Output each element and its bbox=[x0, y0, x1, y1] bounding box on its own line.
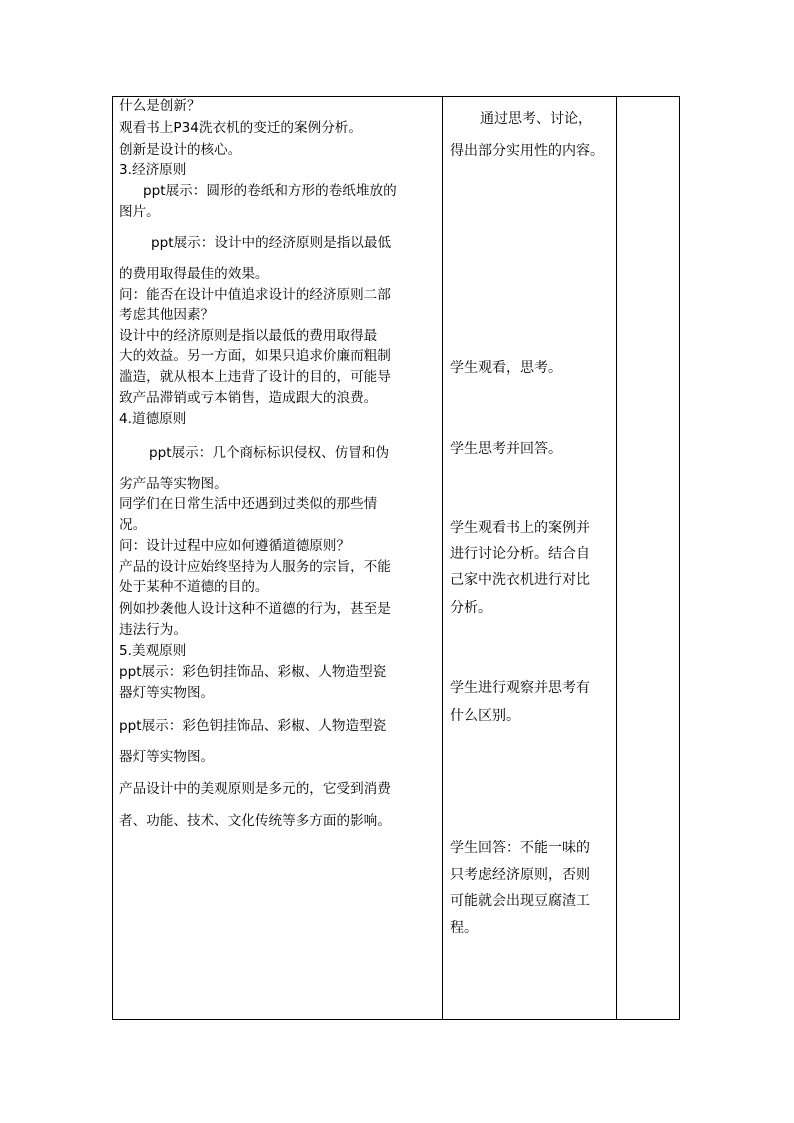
content-line: ppt展示：彩色钥挂饰品、彩椒、人物造型瓷 bbox=[119, 718, 387, 734]
content-line: 劣产品等实物图。 bbox=[119, 476, 228, 492]
content-line: 问：能否在设计中值追求设计的经济原则二部 bbox=[119, 287, 391, 303]
content-line: 问：设计过程中应如何遵循道德原则？ bbox=[119, 538, 351, 554]
content-line: ppt展示：几个商标标识侵权、仿冒和伪 bbox=[149, 445, 390, 461]
content-line: 设计中的经济原则是指以最低的费用取得最 bbox=[119, 328, 378, 344]
student-activity-cell bbox=[443, 97, 616, 1019]
section-heading: 5.美观原则 bbox=[119, 643, 187, 659]
activity-line: 什么区别。 bbox=[450, 708, 520, 724]
content-line: 产品的设计应始终坚持为人服务的宗旨，不能 bbox=[119, 559, 391, 575]
activity-line: 程。 bbox=[450, 920, 478, 936]
content-line: 的费用取得最佳的效果。 bbox=[119, 266, 269, 282]
activity-line: 学生进行观察并思考有 bbox=[450, 680, 590, 696]
content-line: 者、功能、技术、文化传统等多方面的影响。 bbox=[119, 813, 391, 829]
activity-line: 学生思考并回答。 bbox=[450, 441, 562, 457]
activity-line: 学生观看书上的案例并 bbox=[450, 520, 590, 536]
lesson-table bbox=[112, 96, 680, 1020]
activity-line: 可能就会出现豆腐渣工 bbox=[450, 893, 590, 909]
content-line: ppt展示：设计中的经济原则是指以最低 bbox=[151, 235, 392, 251]
section-heading: 3.经济原则 bbox=[119, 162, 187, 178]
content-line: 器灯等实物图。 bbox=[119, 749, 215, 765]
content-line: 图片。 bbox=[119, 204, 160, 220]
content-line: 创新是设计的核心。 bbox=[119, 142, 242, 158]
content-line: 同学们在日常生活中还遇到过类似的那些情 bbox=[119, 496, 378, 512]
content-line: 大的效益。另一方面，如果只追求价廉而粗制 bbox=[119, 348, 391, 364]
content-line: 违法行为。 bbox=[119, 622, 187, 638]
activity-line: 只考虑经济原则，否则 bbox=[450, 867, 590, 883]
activity-line: 进行讨论分析。结合自 bbox=[450, 546, 590, 562]
content-line: 处于某种不道德的目的。 bbox=[119, 579, 269, 595]
content-line: ppt展示：彩色钥挂饰品、彩椒、人物造型瓷 bbox=[119, 664, 387, 680]
section-heading: 4.道德原则 bbox=[119, 411, 187, 427]
content-line: 考虑其他因素？ bbox=[119, 307, 215, 323]
content-line: 产品设计中的美观原则是多元的，它受到消费 bbox=[119, 781, 391, 797]
content-line: ppt展示：圆形的卷纸和方形的卷纸堆放的 bbox=[143, 183, 397, 199]
content-line: 器灯等实物图。 bbox=[119, 685, 215, 701]
content-line: 滥造，就从根本上违背了设计的目的，可能导 bbox=[119, 369, 391, 385]
content-line: 例如抄袭他人设计这种不道德的行为，甚至是 bbox=[119, 601, 391, 617]
content-line: 观看书上P34洗衣机的变迁的案例分析。 bbox=[119, 120, 362, 136]
content-line: 况。 bbox=[119, 517, 147, 533]
activity-line: 分析。 bbox=[450, 600, 492, 616]
content-line: 致产品滞销或亏本销售，造成跟大的浪费。 bbox=[119, 390, 378, 406]
activity-line: 学生回答：不能一味的 bbox=[450, 840, 590, 856]
activity-line: 得出部分实用性的内容。 bbox=[450, 143, 604, 159]
activity-line: 学生观看，思考。 bbox=[450, 360, 562, 376]
activity-line: 己家中洗衣机进行对比 bbox=[450, 572, 590, 588]
activity-line: 通过思考、讨论， bbox=[480, 111, 592, 127]
teaching-content-cell bbox=[113, 97, 442, 1019]
notes-cell bbox=[617, 97, 680, 1019]
content-line: 什么是创新？ bbox=[119, 98, 201, 114]
